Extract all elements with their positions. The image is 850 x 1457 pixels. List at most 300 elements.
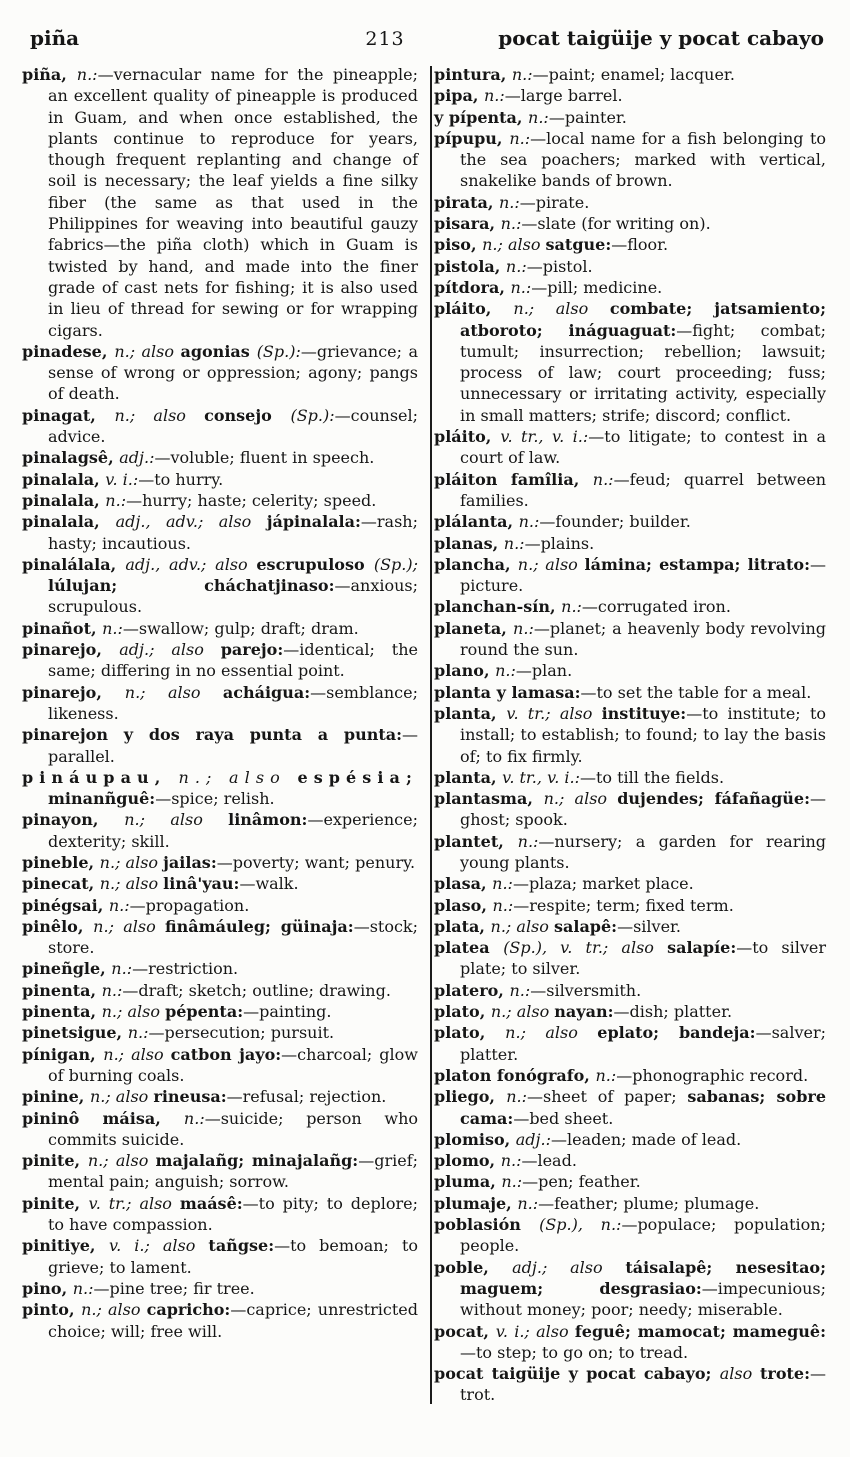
entry-headword: rineusa:	[153, 1087, 227, 1107]
dictionary-entry	[434, 128, 826, 192]
entry-headword: planta,	[434, 703, 507, 723]
dictionary-entry	[22, 511, 418, 554]
entry-grammar-label: adj.; also	[119, 640, 221, 660]
entry-headword: salapê:	[553, 916, 618, 936]
entry-headword: piso,	[434, 235, 483, 255]
entry-definition: —grievance; a sense of wrong or oppression; agony; pangs of death.	[48, 341, 419, 404]
entry-definition: —phonographic record.	[616, 1065, 809, 1085]
entry-grammar-label: n.:	[105, 490, 127, 510]
entry-definition: —ghost; spook.	[460, 789, 827, 830]
entry-definition: —sheet of paper;	[527, 1087, 688, 1107]
entry-headword: pinitiye,	[22, 1236, 110, 1256]
entry-definition: —impecunious; without money; poor; needy; miserable.	[460, 1278, 826, 1320]
entry-grammar-label: (Sp.);	[373, 554, 418, 574]
entry-definition: —silver.	[617, 916, 682, 936]
entry-headword: minanñguê:	[48, 789, 156, 809]
entry-headword: pinalala,	[22, 490, 106, 510]
dictionary-entry	[22, 724, 418, 767]
entry-headword: plata,	[434, 916, 491, 936]
dictionary-entry	[22, 1022, 418, 1043]
entry-definition: —to step; to go on; to tread.	[460, 1342, 689, 1362]
entry-grammar-label: n.; also	[482, 235, 546, 255]
dictionary-entry	[22, 809, 418, 852]
dictionary-entry	[22, 1001, 418, 1022]
entry-definition: —slate (for writing on).	[521, 214, 711, 234]
dictionary-entry	[434, 511, 826, 532]
entry-definition: —pill; medicine.	[531, 277, 663, 297]
entry-headword: pinayon,	[22, 810, 125, 830]
entry-grammar-label: adj.:	[119, 448, 155, 468]
entry-grammar-label: (Sp.):	[256, 341, 301, 361]
dictionary-entry	[434, 234, 826, 255]
entry-definition: —planet; a heavenly body revolving round the sun.	[460, 618, 827, 660]
entry-grammar-label: n.; also	[101, 1002, 166, 1022]
entry-definition: —to litigate; to contest in a court of law.	[460, 427, 826, 468]
entry-definition: —to hurry.	[138, 469, 224, 489]
entry-grammar-label: n.; also	[517, 554, 585, 574]
entry-headword: platea	[434, 938, 504, 958]
entry-definition: —spice; relish.	[155, 789, 275, 809]
entry-headword: pineñgle,	[22, 959, 112, 979]
entry-definition: —anxious; scrupulous.	[48, 576, 418, 617]
entry-grammar-label: n.; also	[93, 916, 166, 936]
entry-grammar-label: n.:	[506, 1087, 528, 1107]
entry-headword: pinenta,	[22, 980, 102, 1000]
entry-grammar-label: n.:	[510, 277, 532, 297]
dictionary-entry	[434, 788, 826, 831]
dictionary-entry	[22, 1299, 418, 1342]
entry-grammar-label: (Sp.), v. tr.; also	[503, 938, 668, 958]
entry-headword: platero,	[434, 980, 510, 1000]
entry-headword: pinenta,	[22, 1002, 102, 1022]
entry-definition: —propagation.	[129, 895, 250, 915]
dictionary-entry	[22, 1086, 418, 1107]
entry-headword: pliego,	[434, 1087, 507, 1107]
entry-headword: tañgse:	[208, 1236, 275, 1256]
entry-headword: pinarejo,	[22, 682, 125, 702]
right-column	[434, 64, 826, 1406]
entry-definition: —identical; the same; differing in no essential point.	[48, 640, 419, 681]
dictionary-entry	[434, 682, 826, 703]
entry-headword: plato,	[434, 1023, 506, 1043]
dictionary-entry	[434, 107, 826, 128]
entry-definition: —pen; feather.	[522, 1172, 641, 1192]
entry-definition: —dish; platter.	[613, 1002, 733, 1022]
entry-definition: —pistol.	[526, 256, 593, 276]
dictionary-entry	[434, 767, 826, 788]
dictionary-entry	[434, 1150, 826, 1171]
entry-definition: —plains.	[524, 533, 595, 553]
entry-grammar-label: v. i.; also	[109, 1236, 209, 1256]
dictionary-entry	[22, 1108, 418, 1151]
entry-headword: instituye:	[601, 703, 687, 723]
entry-grammar-label: n.; also	[505, 1023, 598, 1043]
entry-headword: dujendes; fáfañagüe:	[617, 789, 811, 809]
entry-grammar-label: n.; also	[124, 682, 223, 702]
entry-headword: pláiton famîlia,	[434, 469, 593, 489]
dictionary-entry	[22, 1044, 418, 1087]
entry-headword: acháigua:	[222, 682, 311, 702]
dictionary-entry	[22, 405, 418, 448]
entry-headword: plaso,	[434, 895, 493, 915]
entry-grammar-label: n.; also	[513, 299, 610, 319]
entry-grammar-label: n.; also	[178, 767, 298, 787]
dictionary-entry	[22, 639, 418, 682]
entry-grammar-label: adj.:	[515, 1129, 551, 1149]
page-number: 213	[365, 28, 405, 50]
entry-definition: —plaza; market place.	[512, 874, 694, 894]
entry-grammar-label: (Sp.):	[290, 405, 335, 425]
entry-definition: —hurry; haste; celerity; speed.	[126, 490, 377, 510]
entry-grammar-label: n.:	[500, 1151, 522, 1171]
entry-headword: catbon jayo:	[170, 1044, 282, 1064]
entry-headword: pirata,	[434, 192, 499, 212]
entry-definition: —respite; term; fixed term.	[513, 895, 734, 915]
entry-grammar-label: n.; also	[99, 874, 164, 894]
entry-headword: pinalala,	[22, 512, 116, 532]
entry-grammar-label: n.:	[501, 1172, 523, 1192]
entry-grammar-label: n.; also	[124, 810, 229, 830]
dictionary-entry	[434, 1193, 826, 1214]
dictionary-entry	[434, 873, 826, 894]
entry-definition: —stock; store.	[48, 916, 419, 958]
entry-headword: pinalagsê,	[22, 448, 120, 468]
entry-headword: poblasión	[434, 1215, 540, 1235]
dictionary-entry	[434, 192, 826, 213]
entry-headword: planta y lamasa:	[434, 682, 581, 702]
entry-headword: planta,	[434, 767, 503, 787]
entry-grammar-label: n.; also	[81, 1300, 147, 1320]
entry-grammar-label: n.:	[483, 86, 505, 106]
entry-definition: —to bemoan; to grieve; to lament.	[48, 1236, 419, 1277]
entry-definition: —vernacular name for the pineapple; an excellent quality of pineapple is produced in Guam, and when once established, the plants continue to reproduce for years, though frequent replanting and change of soil is necessary; the leaf yields a fine silky fiber (the same as that used in the Philippines for weaving into beautiful gauzy fabrics—the piña cloth) which in Guam is twisted by hand, and made into the finer grade of cast nets for fishing; it is also used in lieu of thread for sewing or for wrapping cigars.	[48, 65, 418, 340]
entry-definition: —painter.	[548, 107, 627, 127]
entry-definition: —founder; builder.	[539, 512, 691, 532]
entry-definition: —experience; dexterity; skill.	[48, 810, 418, 851]
dictionary-entry	[22, 980, 418, 1001]
dictionary-entry	[22, 767, 418, 810]
entry-headword: pinadese,	[22, 341, 115, 361]
entry-headword: nayan:	[554, 1002, 614, 1022]
entry-definition: —voluble; fluent in speech.	[154, 448, 375, 468]
entry-definition: —trot.	[460, 1364, 826, 1405]
dictionary-columns	[0, 58, 850, 1406]
dictionary-entry	[434, 980, 826, 1001]
entry-headword: plasa,	[434, 874, 493, 894]
entry-headword: escrupuloso	[256, 554, 374, 574]
left-column	[22, 64, 418, 1406]
entry-headword: pinite,	[22, 1151, 88, 1171]
entry-headword: pinarejon y dos raya punta a punta:	[22, 725, 402, 745]
entry-definition: —to till the fields.	[579, 767, 725, 787]
dictionary-entry	[22, 1235, 418, 1278]
dictionary-entry	[434, 596, 826, 617]
entry-definition: —populace; population; people.	[460, 1215, 826, 1256]
dictionary-entry	[22, 958, 418, 979]
entry-headword: feguê; mamocat; mameguê:	[574, 1321, 826, 1341]
entry-definition: —rash; hasty; incautious.	[48, 512, 418, 553]
entry-grammar-label: n.:	[111, 959, 133, 979]
entry-headword: plálanta,	[434, 512, 519, 532]
dictionary-entry	[434, 277, 826, 298]
dictionary-entry	[434, 85, 826, 106]
entry-headword: espésia;	[297, 767, 418, 787]
dictionary-entry	[434, 1065, 826, 1086]
dictionary-entry	[22, 852, 418, 873]
dictionary-entry	[434, 660, 826, 681]
entry-definition: —painting.	[243, 1002, 332, 1022]
entry-headword: plano,	[434, 661, 496, 681]
entry-definition: —nursery; a garden for rearing young plants.	[460, 831, 826, 872]
dictionary-entry	[434, 937, 826, 980]
entry-headword: pináupau,	[22, 767, 179, 787]
entry-grammar-label: adj., adv.; also	[115, 512, 267, 532]
entry-grammar-label: n.:	[505, 256, 527, 276]
entry-headword: planeta,	[434, 618, 514, 638]
entry-headword: linâmon:	[228, 810, 308, 830]
entry-grammar-label: n.:	[517, 1193, 539, 1213]
entry-headword: piña,	[22, 65, 77, 84]
entry-grammar-label: n.:	[561, 597, 582, 617]
entry-definition: —bed sheet.	[513, 1108, 614, 1128]
entry-headword: pistola,	[434, 256, 506, 276]
entry-definition: —picture.	[460, 554, 826, 596]
entry-headword: pisara,	[434, 214, 501, 234]
entry-headword: platon fonógrafo,	[434, 1065, 596, 1085]
entry-definition: —local name for a fish belonging to the sea poachers; marked with vertical, snakelike bands of brown.	[460, 128, 827, 191]
entry-definition: —poverty; want; penury.	[216, 852, 416, 872]
dictionary-entry	[434, 703, 826, 767]
dictionary-entry	[434, 618, 826, 661]
entry-headword: plomiso,	[434, 1129, 516, 1149]
entry-grammar-label: n.; also	[89, 1087, 154, 1107]
entry-headword: agonias	[180, 341, 257, 361]
entry-definition: —plan.	[515, 661, 573, 681]
entry-definition: —feather; plume; plumage.	[538, 1193, 760, 1213]
dictionary-entry	[434, 256, 826, 277]
dictionary-entry	[22, 64, 418, 341]
entry-grammar-label: n.:	[511, 65, 533, 84]
entry-grammar-label: n.:	[76, 65, 98, 84]
entry-headword: finâmáuleg; güinaja:	[165, 916, 354, 936]
entry-headword: pinêlo,	[22, 916, 94, 936]
entry-headword: plantasma,	[434, 789, 544, 809]
entry-grammar-label: n.; also	[114, 405, 205, 425]
entry-headword: pinine,	[22, 1087, 90, 1107]
entry-grammar-label: v. tr., v. i.:	[502, 767, 580, 787]
entry-grammar-label: n.:	[492, 895, 514, 915]
dictionary-entry	[434, 1363, 826, 1406]
entry-headword: pinalala,	[22, 469, 106, 489]
entry-headword: plato,	[434, 1002, 491, 1022]
entry-definition: —large barrel.	[504, 86, 623, 106]
entry-definition: —grief; mental pain; anguish; sorrow.	[48, 1151, 419, 1192]
entry-headword: pinarejo,	[22, 640, 120, 660]
entry-definition: —charcoal; glow of burning coals.	[48, 1044, 418, 1085]
entry-grammar-label: n.:	[595, 1065, 617, 1085]
dictionary-entry	[22, 682, 418, 725]
page-header	[0, 0, 850, 58]
entry-headword: pinégsai,	[22, 895, 109, 915]
entry-definition: —pine tree; fir tree.	[93, 1278, 255, 1298]
entry-definition: —walk.	[239, 874, 299, 894]
entry-definition: —paint; enamel; lacquer.	[532, 65, 735, 84]
entry-headword: pinañot,	[22, 618, 103, 638]
entry-grammar-label: n.:	[503, 533, 525, 553]
entry-headword: pinite,	[22, 1193, 89, 1213]
entry-headword: y pípenta,	[434, 107, 529, 127]
entry-headword: trote:	[760, 1364, 810, 1384]
dictionary-entry	[434, 533, 826, 554]
entry-headword: plancha,	[434, 554, 518, 574]
entry-grammar-label: (Sp.), n.:	[539, 1215, 622, 1235]
entry-headword: pláito,	[434, 299, 514, 319]
entry-headword: plomo,	[434, 1151, 501, 1171]
entry-headword: satgue:	[545, 235, 612, 255]
dictionary-entry	[434, 1001, 826, 1022]
dictionary-entry	[434, 298, 826, 426]
entry-grammar-label: n.:	[108, 895, 130, 915]
entry-grammar-label: n.; also	[87, 1151, 156, 1171]
entry-grammar-label: n.:	[498, 192, 520, 212]
entry-grammar-label: n.; also	[114, 341, 181, 361]
entry-headword: pino,	[22, 1278, 73, 1298]
entry-headword: pinto,	[22, 1300, 82, 1320]
entry-definition: —to institute; to install; to establish; to found; to lay the basis of; to fix firmly.	[460, 703, 827, 766]
entry-definition: —swallow; gulp; draft; dram.	[122, 618, 359, 638]
dictionary-entry	[22, 490, 418, 511]
entry-grammar-label: n.:	[518, 512, 540, 532]
dictionary-entry	[434, 1257, 826, 1321]
entry-definition: —floor.	[611, 235, 669, 255]
entry-headword: pocat taigüije y pocat cabayo;	[434, 1364, 720, 1384]
entry-definition: —to silver plate; to silver.	[460, 938, 827, 979]
entry-grammar-label: v. tr.; also	[506, 703, 602, 723]
entry-grammar-label: n.:	[72, 1278, 94, 1298]
dictionary-entry	[22, 554, 418, 618]
entry-grammar-label: n.:	[509, 128, 531, 148]
entry-headword: poble,	[434, 1257, 513, 1277]
entry-definition: —corrugated iron.	[581, 597, 731, 617]
entry-headword: planchan-sín,	[434, 597, 562, 617]
entry-grammar-label: n.:	[101, 980, 123, 1000]
entry-headword: sabanas; sobre cama:	[460, 1087, 827, 1128]
dictionary-entry	[434, 426, 826, 469]
entry-headword: pipa,	[434, 86, 484, 106]
entry-grammar-label: n.:	[592, 469, 614, 489]
entry-definition: —parallel.	[48, 725, 418, 766]
dictionary-entry	[434, 831, 826, 874]
entry-grammar-label: n.:	[492, 874, 513, 894]
entry-headword: pinecat,	[22, 874, 100, 894]
entry-headword: pinalálala,	[22, 554, 126, 574]
entry-grammar-label: n.:	[509, 980, 531, 1000]
dictionary-entry	[22, 1193, 418, 1236]
entry-definition: —counsel; advice.	[48, 405, 419, 447]
entry-headword: pépenta:	[165, 1002, 244, 1022]
header-guide-word-right: pocat taigüije y pocat cabayo	[498, 26, 824, 50]
dictionary-entry	[434, 554, 826, 597]
entry-headword: lámina; estampa; litrato:	[584, 554, 810, 574]
entry-headword: pinagat,	[22, 405, 115, 425]
entry-headword: pinetsigue,	[22, 1023, 128, 1043]
entry-headword: pocat,	[434, 1321, 496, 1341]
entry-grammar-label: n.; also	[99, 852, 164, 872]
dictionary-entry	[434, 1214, 826, 1257]
entry-headword: parejo:	[220, 640, 284, 660]
entry-headword: pínigan,	[22, 1044, 104, 1064]
dictionary-entry	[22, 916, 418, 959]
entry-headword: planas,	[434, 533, 504, 553]
entry-grammar-label: v. tr.; also	[88, 1193, 180, 1213]
entry-grammar-label: n.:	[500, 214, 522, 234]
entry-definition: —to set the table for a meal.	[580, 682, 812, 702]
entry-grammar-label: n.:	[528, 107, 549, 127]
entry-headword: pláito,	[434, 427, 501, 447]
entry-grammar-label: n.; also	[490, 1002, 555, 1022]
dictionary-entry	[434, 1171, 826, 1192]
entry-headword: eplato; bandeja:	[597, 1023, 756, 1043]
entry-grammar-label: v. tr., v. i.:	[500, 427, 589, 447]
dictionary-entry	[22, 447, 418, 468]
entry-headword: capricho:	[146, 1300, 231, 1320]
dictionary-entry	[22, 469, 418, 490]
entry-headword: plumaje,	[434, 1193, 518, 1213]
entry-headword: pluma,	[434, 1172, 502, 1192]
dictionary-entry	[22, 341, 418, 405]
entry-definition: —persecution; pursuit.	[148, 1023, 335, 1043]
entry-grammar-label: adj.; also	[512, 1257, 626, 1277]
header-guide-word-left: piña	[30, 26, 80, 50]
dictionary-entry	[434, 469, 826, 512]
column-divider-rule	[430, 66, 432, 1404]
entry-definition: —suicide; person who commits suicide.	[48, 1108, 418, 1149]
entry-headword: pininô máisa,	[22, 1108, 184, 1128]
entry-definition: —salver; platter.	[460, 1023, 826, 1064]
entry-headword: táisalapê; nesesitao; maguem; desgrasiao:	[460, 1257, 827, 1298]
entry-definition: —pirate.	[519, 192, 590, 212]
entry-headword: consejo	[204, 405, 291, 425]
entry-definition: —silversmith.	[530, 980, 642, 1000]
entry-definition: —refusal; rejection.	[226, 1087, 387, 1107]
dictionary-entry	[22, 895, 418, 916]
entry-definition: —caprice; unrestricted choice; will; free will.	[48, 1300, 418, 1341]
entry-headword: pineble,	[22, 852, 100, 872]
entry-headword: maásê:	[179, 1193, 243, 1213]
entry-headword: combate; jatsamiento; atboroto; ináguaguat:	[460, 299, 826, 340]
entry-grammar-label: n.:	[127, 1023, 149, 1043]
entry-grammar-label: n.; also	[103, 1044, 171, 1064]
entry-grammar-label: n.:	[495, 661, 516, 681]
entry-grammar-label: n.:	[183, 1108, 205, 1128]
entry-headword: pípupu,	[434, 128, 510, 148]
entry-grammar-label: n.:	[102, 618, 123, 638]
entry-definition: —fight; combat; tumult; insurrection; rebellion; lawsuit; process of law; court proceeding; fuss; unnecessary or irritating activity, especially in small matters; strife; discord; conflict.	[460, 320, 826, 425]
entry-grammar-label: n.:	[513, 618, 534, 638]
entry-grammar-label: adj., adv.; also	[125, 554, 257, 574]
dictionary-entry	[22, 618, 418, 639]
entry-grammar-label: n.:	[517, 831, 539, 851]
dictionary-entry	[434, 916, 826, 937]
entry-grammar-label: v. i.:	[105, 469, 139, 489]
dictionary-entry	[434, 1129, 826, 1150]
dictionary-entry	[434, 1022, 826, 1065]
entry-headword: salapíe:	[667, 938, 737, 958]
entry-headword: jailas:	[163, 852, 217, 872]
entry-definition: —leaden; made of lead.	[550, 1129, 742, 1149]
dictionary-entry	[434, 213, 826, 234]
entry-grammar-label: also	[719, 1364, 761, 1384]
